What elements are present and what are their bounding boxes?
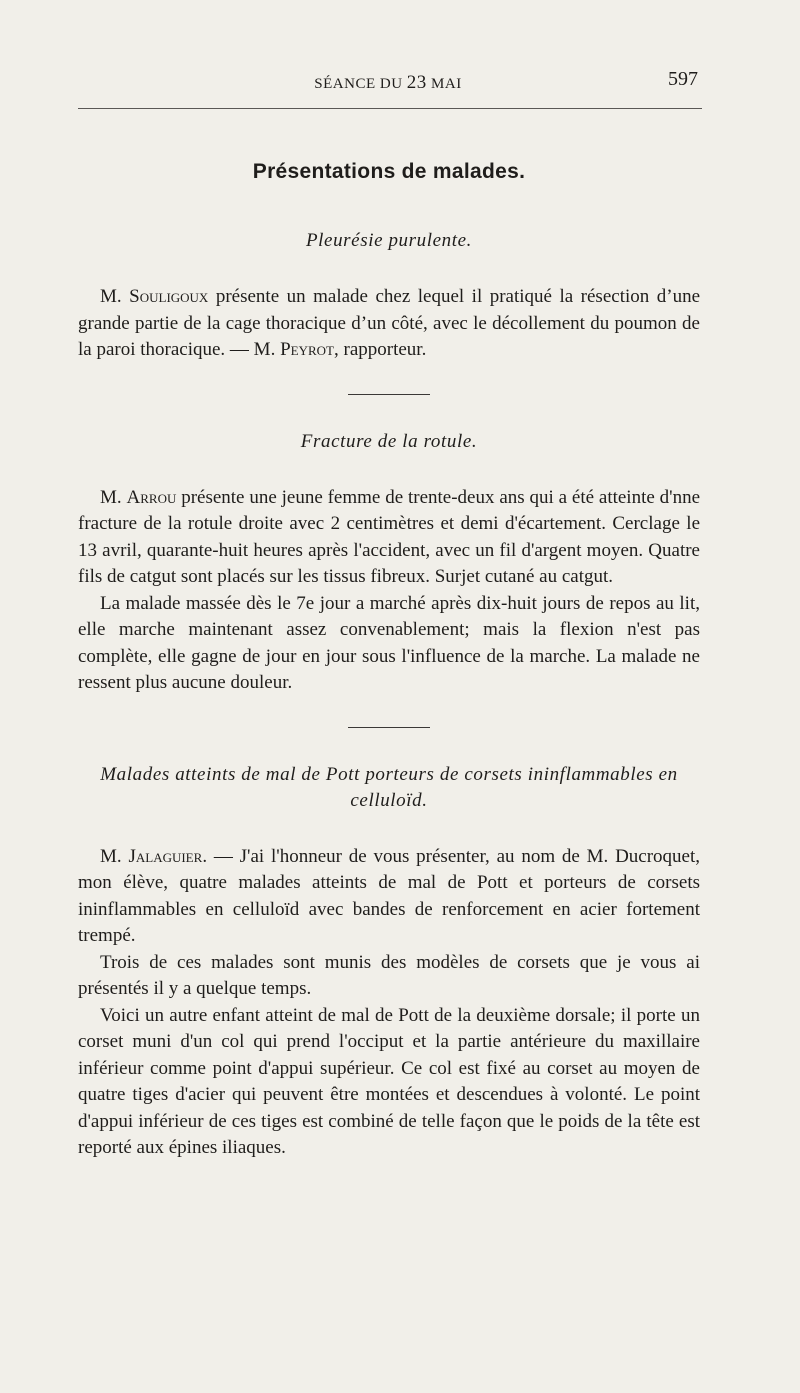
speaker-name: Arrou <box>126 486 177 508</box>
running-head-prefix: SÉANCE DU <box>314 76 403 92</box>
section-title: Présentations de malades. <box>252 160 526 183</box>
paragraph-text-end: , rapporteur. <box>334 339 427 360</box>
rapporteur-name: Peyrot <box>280 339 334 360</box>
case-paragraph: La malade massée dès le 7e jour a marché après dix-huit jours de repos au lit, elle marche maintenant assez convenablement; mais la flexion n'est pas complète, elle gagne de jour en jour sous l'influence de la marche. La malade ne ressent plus aucune douleur. <box>78 592 700 693</box>
speaker-name: Souligoux <box>129 286 209 307</box>
speaker-name: Jalaguier <box>128 845 203 867</box>
case-title: Pleurésie purulente. <box>305 230 473 251</box>
case-mal-de-pott <box>78 762 700 1162</box>
header-rule <box>78 108 702 109</box>
case-paragraph <box>78 485 700 591</box>
paragraph-text: présente une jeune femme de trente-deux ans qui a été atteinte d'nne fracture de la rotule droite avec 2 centimètres et demi d'écartement. Cerclage le 13 avril, quarante-huit heures après l'accident, avec un fil d'argent moyen. Quatre fils de catgut sont placés sur les tissus fibreux. Surjet cutané au catgut. <box>78 486 700 587</box>
page-number: 597 <box>668 68 698 90</box>
running-head <box>78 72 698 94</box>
paragraph-text: présente un malade chez lequel il pratiqué la résection d’une grande partie de la cage thoracique d’un côté, avec le décollement du poumon de la paroi thoracique. — M. <box>78 286 701 360</box>
section-separator <box>348 727 430 728</box>
case-pleuresie <box>78 228 700 364</box>
section-separator <box>348 394 430 395</box>
paragraph-text: . — J'ai l'honneur de vous présenter, au nom de M. Ducroquet, mon élève, quatre malades atteints de mal de Pott et porteurs de corsets ininflammables en celluloïd avec bandes de renforcement en acier fortement trempé. <box>78 845 701 946</box>
case-title: Fracture de la rotule. <box>300 430 478 452</box>
case-paragraph <box>78 284 700 364</box>
case-paragraph <box>78 844 700 950</box>
speaker-prefix: M. <box>100 286 122 307</box>
running-head-suffix: MAI <box>431 76 462 92</box>
case-paragraph: Trois de ces malades sont munis des modèles de corsets que je vous ai présentés il y a quelque temps. <box>78 951 700 999</box>
speaker-prefix: M. <box>100 486 122 508</box>
case-fracture-rotule <box>78 429 700 697</box>
running-head-day: 23 <box>406 72 427 93</box>
speaker-prefix: M. <box>100 845 122 867</box>
page-header <box>78 68 698 98</box>
case-title: Malades atteints de mal de Pott porteurs de corsets ininflammables en celluloïd. <box>100 763 678 811</box>
page-content <box>78 160 700 1162</box>
case-paragraph: Voici un autre enfant atteint de mal de Pott de la deuxième dorsale; il porte un corset muni d'un col qui prend l'occiput et la partie antérieure du maxillaire inférieur comme point d'appui supérieur. Ce col est fixé au corset au moyen de quatre tiges d'acier qui peuvent être montées et descendues à volonté. Le point d'appui inférieur de ces tiges est combiné de telle façon que le poids de la tête est reporté aux épines iliaques. <box>78 1004 700 1158</box>
